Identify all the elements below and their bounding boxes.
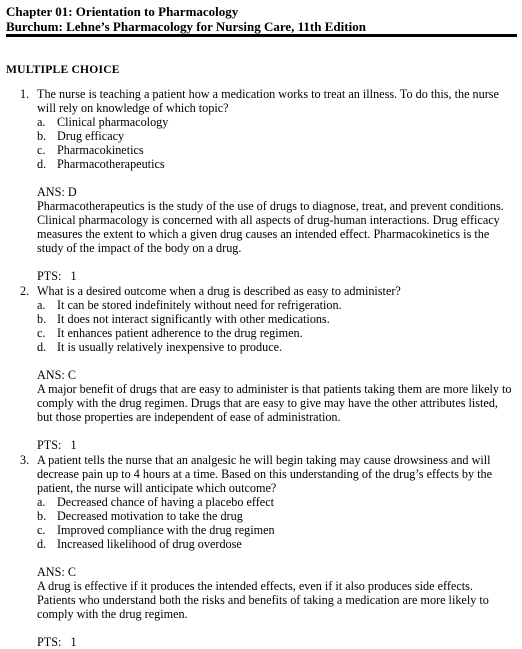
option-text: Increased likelihood of drug overdose <box>57 537 242 551</box>
question-stem: The nurse is teaching a patient how a medication works to treat an illness. To do this, the nurse will rely on knowledge of which topic? <box>37 87 499 115</box>
option-a <box>37 298 514 312</box>
option-letter: b. <box>37 312 47 326</box>
option-letter: d. <box>37 340 47 354</box>
option-c <box>37 523 514 537</box>
option-letter: c. <box>37 523 46 537</box>
option-letter: a. <box>37 115 46 129</box>
option-letter: d. <box>37 157 47 171</box>
option-a <box>37 495 514 509</box>
option-text: It can be stored indefinitely without need for refrigeration. <box>57 298 342 312</box>
option-c <box>37 326 514 340</box>
option-text: Clinical pharmacology <box>57 115 169 129</box>
option-d <box>37 157 514 171</box>
option-b <box>37 509 514 523</box>
section-title: MULTIPLE CHOICE <box>6 63 120 76</box>
option-letter: c. <box>37 143 46 157</box>
option-a <box>37 115 514 129</box>
option-b <box>37 129 514 143</box>
rationale-text: A drug is effective if it produces the intended effects, even if it also produces side effects. Patients who understand both the risks and benefits of taking a medication are more likely to comply with the drug regimen. <box>37 579 489 621</box>
points: PTS: 1 <box>37 269 77 283</box>
question-stem: What is a desired outcome when a drug is described as easy to administer? <box>37 284 401 298</box>
question-3 <box>20 453 514 649</box>
option-text: Drug efficacy <box>57 129 125 143</box>
option-d <box>37 537 514 551</box>
option-text: It is usually relatively inexpensive to produce. <box>57 340 283 354</box>
question-stem: A patient tells the nurse that an analgesic he will begin taking may cause drowsiness and will decrease pain up to 4 hours at a time. Based on this understanding of the drug’s effects by the patient, the nurse will anticipate which outcome? <box>37 453 492 495</box>
option-c <box>37 143 514 157</box>
option-text: It enhances patient adherence to the drug regimen. <box>57 326 303 340</box>
page-header <box>6 4 516 34</box>
header-rule <box>6 34 517 37</box>
option-text: Decreased chance of having a placebo effect <box>57 495 274 509</box>
question-2 <box>20 284 514 452</box>
option-text: Decreased motivation to take the drug <box>57 509 243 523</box>
answer-key: ANS: C <box>37 368 76 382</box>
question-number: 2. <box>20 284 30 298</box>
option-letter: b. <box>37 509 47 523</box>
option-letter: d. <box>37 537 47 551</box>
option-letter: c. <box>37 326 46 340</box>
option-letter: a. <box>37 495 46 509</box>
answer-key: ANS: D <box>37 185 77 199</box>
option-text: It does not interact significantly with other medications. <box>57 312 330 326</box>
rationale-text: A major benefit of drugs that are easy to administer is that patients taking them are more likely to comply with the drug regimen. Drugs that are easy to give may have the other attributes listed, but those properties are independent of ease of administration. <box>37 382 512 424</box>
option-text: Pharmacotherapeutics <box>57 157 165 171</box>
option-text: Pharmacokinetics <box>57 143 144 157</box>
book-title: Burchum: Lehne’s Pharmacology for Nursing Care, 11th Edition <box>6 19 366 34</box>
option-b <box>37 312 514 326</box>
points: PTS: 1 <box>37 438 77 452</box>
answer-key: ANS: C <box>37 565 76 579</box>
option-text: Improved compliance with the drug regimen <box>57 523 275 537</box>
question-1 <box>20 87 514 283</box>
option-letter: a. <box>37 298 46 312</box>
points: PTS: 1 <box>37 635 77 649</box>
option-letter: b. <box>37 129 47 143</box>
rationale-text: Pharmacotherapeutics is the study of the use of drugs to diagnose, treat, and prevent conditions. Clinical pharmacology is concerned with all aspects of drug-human interactions. Drug efficacy measures the extent to which a given drug causes an intended effect. Pharmacokinetics is the study of the impact of the body on a drug. <box>37 199 504 255</box>
option-d <box>37 340 514 354</box>
question-number: 1. <box>20 87 30 101</box>
question-number: 3. <box>20 453 30 467</box>
chapter-title: Chapter 01: Orientation to Pharmacology <box>6 4 239 19</box>
